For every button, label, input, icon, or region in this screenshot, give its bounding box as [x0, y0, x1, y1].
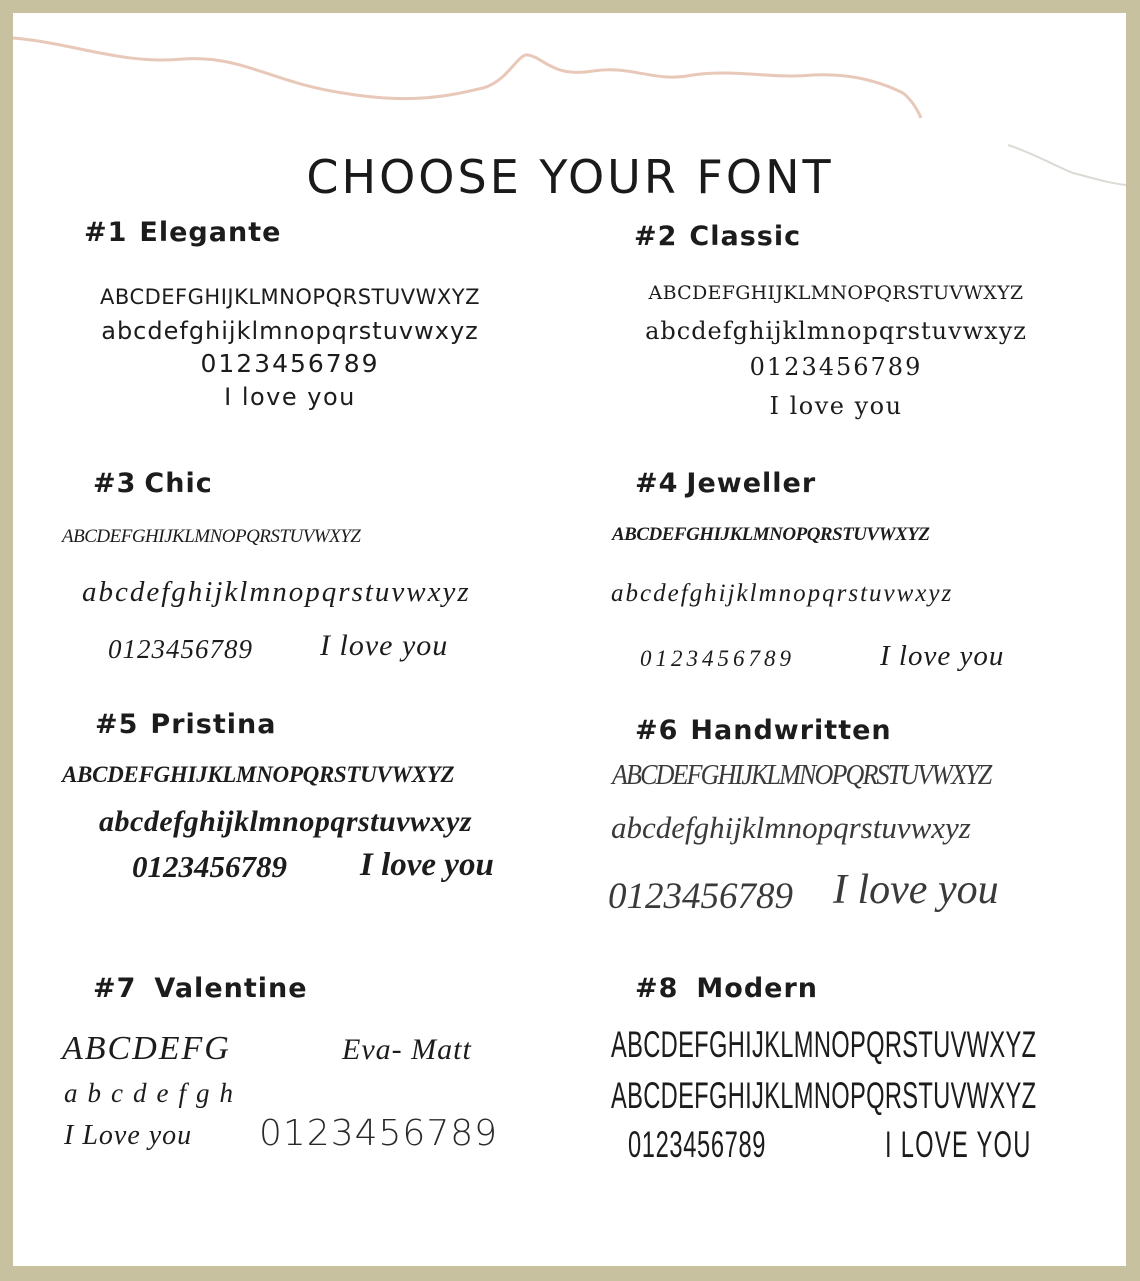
font-6-name: Handwritten — [690, 715, 892, 746]
font-8-number: #8 — [635, 973, 679, 1004]
font-2-lowercase: abcdefghijklmnopqrstuvwxyz — [645, 317, 1027, 345]
font-6-heading — [635, 715, 892, 746]
font-4-lowercase: abcdefghijklmnopqrstuvwxyz — [611, 580, 954, 607]
font-3-uppercase: ABCDEFGHIJKLMNOPQRSTUVWXYZ — [62, 526, 361, 547]
font-1-digits: 0123456789 — [200, 349, 380, 378]
font-1-name: Elegante — [139, 217, 282, 248]
font-5-digits: 0123456789 — [132, 849, 287, 884]
font-6-phrase: I love you — [833, 867, 999, 913]
font-7-name: Valentine — [154, 973, 308, 1004]
font-6-digits: 0123456789 — [608, 876, 793, 917]
font-5-number: #5 — [95, 709, 139, 740]
font-7-heading — [93, 973, 308, 1004]
font-3-number: #3 — [93, 468, 137, 499]
font-5-heading — [95, 709, 276, 740]
font-7-sample-names: Eva- Matt — [342, 1033, 472, 1066]
font-3-lowercase: abcdefghijklmnopqrstuvwxyz — [82, 576, 471, 608]
font-3-digits: 0123456789 — [108, 634, 253, 664]
font-7-uppercase: ABCDEFG — [62, 1030, 231, 1067]
font-4-number: #4 — [635, 468, 679, 499]
font-6-lowercase: abcdefghijklmnopqrstuvwxyz — [611, 810, 971, 845]
font-4-phrase: I love you — [880, 640, 1005, 672]
font-2-uppercase: ABCDEFGHIJKLMNOPQRSTUVWXYZ — [648, 282, 1024, 304]
font-1-lowercase: abcdefghijklmnopqrstuvwxyz — [101, 317, 479, 345]
font-2-digits: 0123456789 — [749, 353, 923, 381]
font-5-uppercase: ABCDEFGHIJKLMNOPQRSTUVWXYZ — [62, 762, 455, 787]
font-7-digits: 0123456789 — [259, 1113, 499, 1154]
font-2-heading — [634, 221, 801, 252]
font-3-heading — [93, 468, 213, 499]
font-3-name: Chic — [144, 468, 213, 499]
font-4-heading — [635, 468, 816, 499]
font-7-phrase: I Love you — [64, 1120, 193, 1151]
font-5-lowercase: abcdefghijklmnopqrstuvwxyz — [99, 805, 473, 838]
font-1-heading — [84, 217, 281, 248]
font-7-number: #7 — [93, 973, 137, 1004]
font-6-uppercase: ABCDEFGHIJKLMNOPQRSTUVWXYZ — [612, 760, 991, 791]
font-8-digits: 0123456789 — [628, 1124, 767, 1165]
font-1-phrase: I love you — [224, 383, 356, 411]
font-8-heading — [635, 973, 818, 1004]
font-4-name: Jeweller — [686, 468, 817, 499]
font-1-uppercase: ABCDEFGHIJKLMNOPQRSTUVWXYZ — [100, 285, 480, 309]
font-4-uppercase: ABCDEFGHIJKLMNOPQRSTUVWXYZ — [612, 524, 930, 545]
font-4-digits: 0123456789 — [640, 646, 795, 671]
font-6-number: #6 — [635, 715, 679, 746]
font-3-phrase: I love you — [320, 629, 449, 662]
page-title: CHOOSE YOUR FONT — [306, 150, 834, 204]
font-2-number: #2 — [634, 221, 678, 252]
font-8-uppercase-2: ABCDEFGHIJKLMNOPQRSTUVWXYZ — [611, 1075, 1037, 1116]
font-5-name: Pristina — [150, 709, 277, 740]
font-8-name: Modern — [696, 973, 819, 1004]
font-5-phrase: I love you — [360, 847, 494, 883]
font-2-phrase: I love you — [769, 392, 903, 420]
font-1-number: #1 — [84, 217, 128, 248]
font-8-phrase: I LOVE YOU — [885, 1124, 1032, 1165]
font-8-uppercase: ABCDEFGHIJKLMNOPQRSTUVWXYZ — [611, 1024, 1037, 1065]
font-2-name: Classic — [689, 221, 802, 252]
font-7-lowercase: abcdefgh — [64, 1078, 243, 1108]
